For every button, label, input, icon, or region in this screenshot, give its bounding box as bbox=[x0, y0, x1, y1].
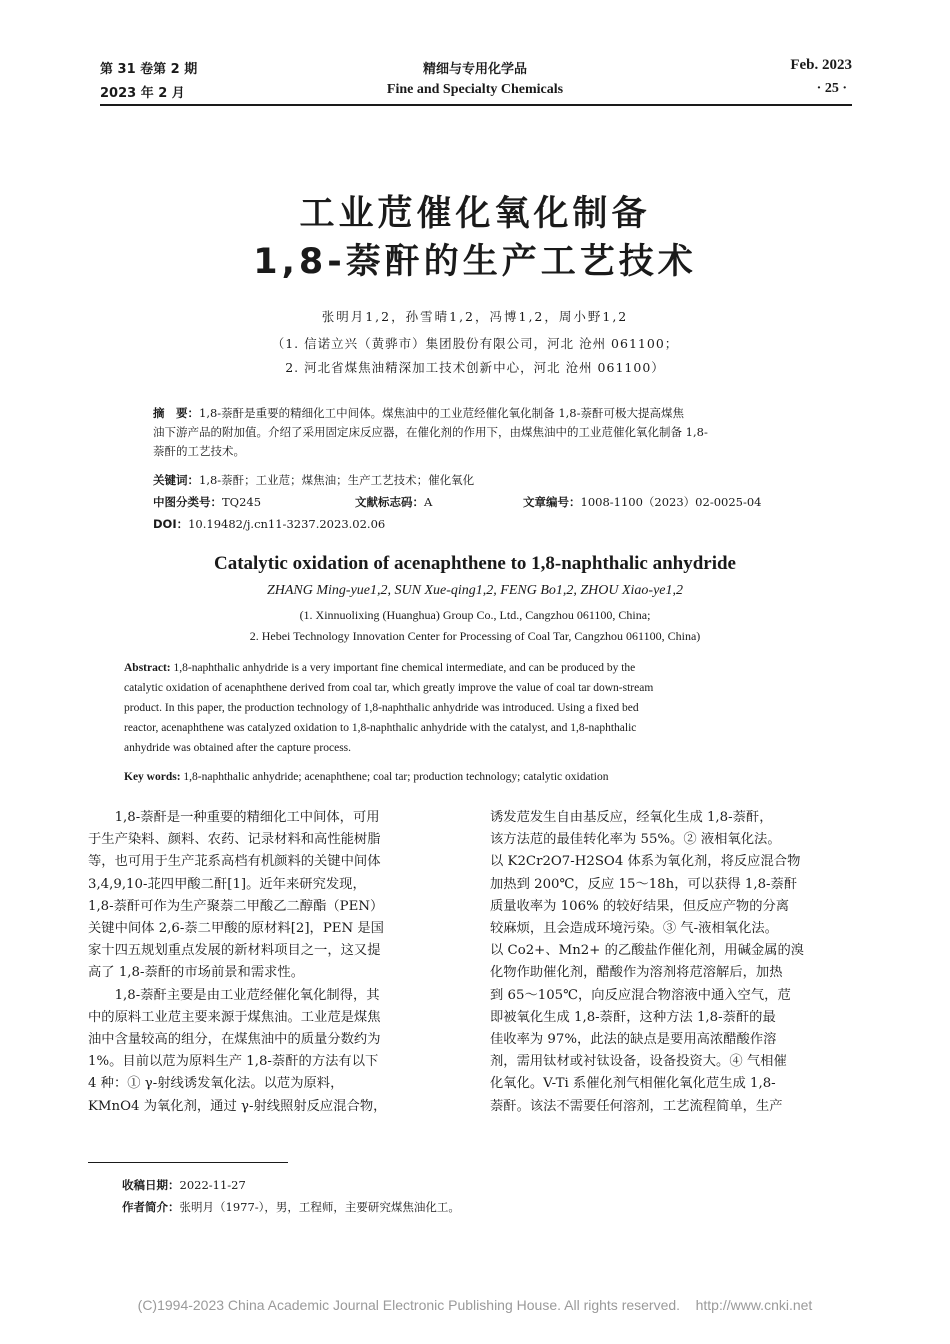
body-line: 以 Co2+、Mn2+ 的乙酸盐作催化剂，用碱金属的溴 bbox=[490, 943, 805, 959]
copyright-footer: (C)1994-2023 China Academic Journal Electronic Publishing House. All rights reserved. http://www.cnki.net bbox=[137, 1297, 813, 1313]
abstract-en-label: Abstract: bbox=[124, 662, 171, 674]
affiliation-en-2: 2. Hebei Technology Innovation Center for Processing of Coal Tar, Cangzhou 061100, China) bbox=[249, 629, 701, 643]
document-code: 文献标志码：A bbox=[355, 495, 433, 509]
body-line: 1%。目前以苊为原料生产 1,8-萘酐的方法有以下 bbox=[88, 1054, 379, 1070]
body-line: 以 K2Cr2O7-H2SO4 体系为氧化剂，将反应混合物 bbox=[490, 854, 801, 870]
clc-number: 中图分类号：TQ245 bbox=[153, 495, 262, 509]
title-en: Catalytic oxidation of acenaphthene to 1,8-naphthalic anhydride bbox=[213, 553, 736, 574]
body-line: 萘酐。该法不需要任何溶剂，工艺流程简单，生产 bbox=[490, 1098, 783, 1114]
body-line: 加热到 200℃，反应 15～18h，可以获得 1,8-萘酐 bbox=[490, 876, 798, 892]
body-line: 3,4,9,10-苝四甲酸二酐[1]。近年来研究发现， bbox=[88, 876, 366, 892]
authors-en: ZHANG Ming-yue1,2, SUN Xue-qing1,2, FENG Bo1,2, ZHOU Xiao-ye1,2 bbox=[266, 583, 684, 598]
author-bio: 作者简介：张明月（1977-），男，工程师，主要研究煤焦油化工。 bbox=[122, 1200, 460, 1214]
footnote-rule bbox=[88, 1162, 288, 1163]
abstract-cn-line: 1,8-萘酐是重要的精细化工中间体。煤焦油中的工业苊经催化氧化制备 1,8-萘酐可极大提高煤焦 bbox=[199, 406, 684, 420]
body-left-column bbox=[88, 807, 460, 1118]
affiliation-cn-1: （1. 信诺立兴（黄骅市）集团股份有限公司，河北 沧州 061100； bbox=[271, 336, 679, 351]
body-line: 剂，需用钛材或衬钛设备，设备投资大。④ 气相催 bbox=[490, 1054, 787, 1070]
abstract-cn-line: 油下游产品的附加值。介绍了采用固定床反应器，在催化剂的作用下，由煤焦油中的工业苊催化氧化制备 1,8- bbox=[153, 425, 708, 439]
body-line: 关键中间体 2,6-萘二甲酸的原材料[2]，PEN 是国 bbox=[88, 921, 384, 937]
body-line: 诱发苊发生自由基反应，经氧化生成 1,8-萘酐， bbox=[490, 810, 773, 825]
body-line: 佳收率为 97%，此法的缺点是要用高浓醋酸作溶 bbox=[490, 1032, 777, 1048]
body-line: 油中含量较高的组分，在煤焦油中的质量分数约为 bbox=[88, 1032, 381, 1048]
doi: DOI：10.19482/j.cn11-3237.2023.02.06 bbox=[153, 517, 386, 531]
journal-name-en: Fine and Specialty Chemicals bbox=[386, 82, 564, 97]
body-line: 等，也可用于生产苝系高档有机颜料的关键中间体 bbox=[88, 854, 381, 870]
received-date: 收稿日期：2022-11-27 bbox=[122, 1178, 246, 1192]
title-line-2: 1,8-萘酐的生产工艺技术 bbox=[253, 242, 697, 282]
body-line: 高了 1,8-萘酐的市场前景和需求性。 bbox=[88, 965, 305, 981]
body-line: 化物作助催化剂，醋酸作为溶剂将苊溶解后，加热 bbox=[490, 965, 783, 981]
body-line: 该方法苊的最佳转化率为 55%。② 液相氧化法。 bbox=[490, 832, 781, 848]
affiliation-cn-2: 2. 河北省煤焦油精深加工技术创新中心，河北 沧州 061100） bbox=[285, 360, 665, 375]
body-line: 于生产染料、颜料、农药、记录材料和高性能树脂 bbox=[88, 832, 381, 848]
affiliation-en-1: (1. Xinnuolixing (Huanghua) Group Co., Ltd., Cangzhou 061100, China; bbox=[299, 608, 651, 622]
abstract-en-line: reactor, acenaphthene was catalyzed oxidation to 1,8-naphthalic anhydride with the catalyst, and 1,8-naphthalic bbox=[124, 722, 637, 734]
body-line: KMnO4 为氧化剂，通过 γ-射线照射反应混合物， bbox=[88, 1098, 387, 1114]
body-line: 中的原料工业苊主要来源于煤焦油。工业苊是煤焦 bbox=[88, 1009, 381, 1025]
abstract-cn-line: 萘酐的工艺技术。 bbox=[153, 444, 245, 458]
article-number: 文章编号：1008-1100（2023）02-0025-04 bbox=[523, 495, 762, 509]
body-line: 质量收率为 106% 的较好结果，但反应产物的分离 bbox=[490, 898, 790, 914]
abstract-en bbox=[124, 658, 834, 758]
abstract-en-line: anhydride was obtained after the capture process. bbox=[124, 742, 352, 754]
abstract-en-line: catalytic oxidation of acenaphthene derived from coal tar, which greatly improve the value of coal tar down-stream bbox=[124, 682, 654, 694]
abstract-cn-label: 摘 要： bbox=[153, 406, 199, 420]
journal-date-en: Feb. 2023 bbox=[790, 57, 852, 73]
journal-name-cn: 精细与专用化学品 bbox=[422, 62, 527, 77]
body-right-column bbox=[490, 807, 862, 1118]
keywords-cn: 关键词：1,8-萘酐；工业苊；煤焦油；生产工艺技术；催化氧化 bbox=[153, 473, 475, 487]
abstract-cn bbox=[153, 404, 843, 461]
body-line: 1,8-萘酐主要是由工业苊经催化氧化制得，其 bbox=[114, 987, 380, 1003]
body-line: 1,8-萘酐是一种重要的精细化工中间体，可用 bbox=[114, 810, 380, 825]
body-line: 较麻烦，且会造成环境污染。③ 气-液相氧化法。 bbox=[490, 921, 778, 937]
title-line-1: 工业苊催化氧化制备 bbox=[299, 194, 651, 234]
page-number: · 25 · bbox=[816, 81, 847, 96]
body-line: 1,8-萘酐可作为生产聚萘二甲酸乙二醇酯（PEN） bbox=[88, 898, 384, 914]
body-line: 4 种：① γ-射线诱发氧化法。以苊为原料， bbox=[88, 1076, 344, 1092]
keywords-en: Key words: 1,8-naphthalic anhydride; acenaphthene; coal tar; production technology; catalytic oxidation bbox=[124, 771, 609, 783]
abstract-en-line: 1,8-naphthalic anhydride is a very important fine chemical intermediate, and can be produced by the bbox=[173, 662, 636, 674]
body-line: 化氧化。V-Ti 系催化剂气相催化氧化苊生成 1,8- bbox=[490, 1076, 776, 1092]
header-rule bbox=[100, 104, 852, 106]
journal-volume: 第 31 卷第 2 期 bbox=[100, 62, 198, 77]
body-line: 家十四五规划重点发展的新材料项目之一，这又提 bbox=[88, 943, 381, 959]
body-line: 即被氧化生成 1,8-萘酐，这种方法 1,8-萘酐的最 bbox=[490, 1009, 776, 1025]
journal-date-cn: 2023 年 2 月 bbox=[100, 86, 185, 101]
authors-cn: 张明月1,2，孙雪晴1,2，冯博1,2，周小野1,2 bbox=[321, 309, 629, 324]
body-line: 到 65～105℃，向反应混合物溶液中通入空气，苊 bbox=[490, 987, 791, 1003]
abstract-en-line: product. In this paper, the production technology of 1,8-naphthalic anhydride was introduced. Using a fixed bed bbox=[124, 702, 639, 714]
